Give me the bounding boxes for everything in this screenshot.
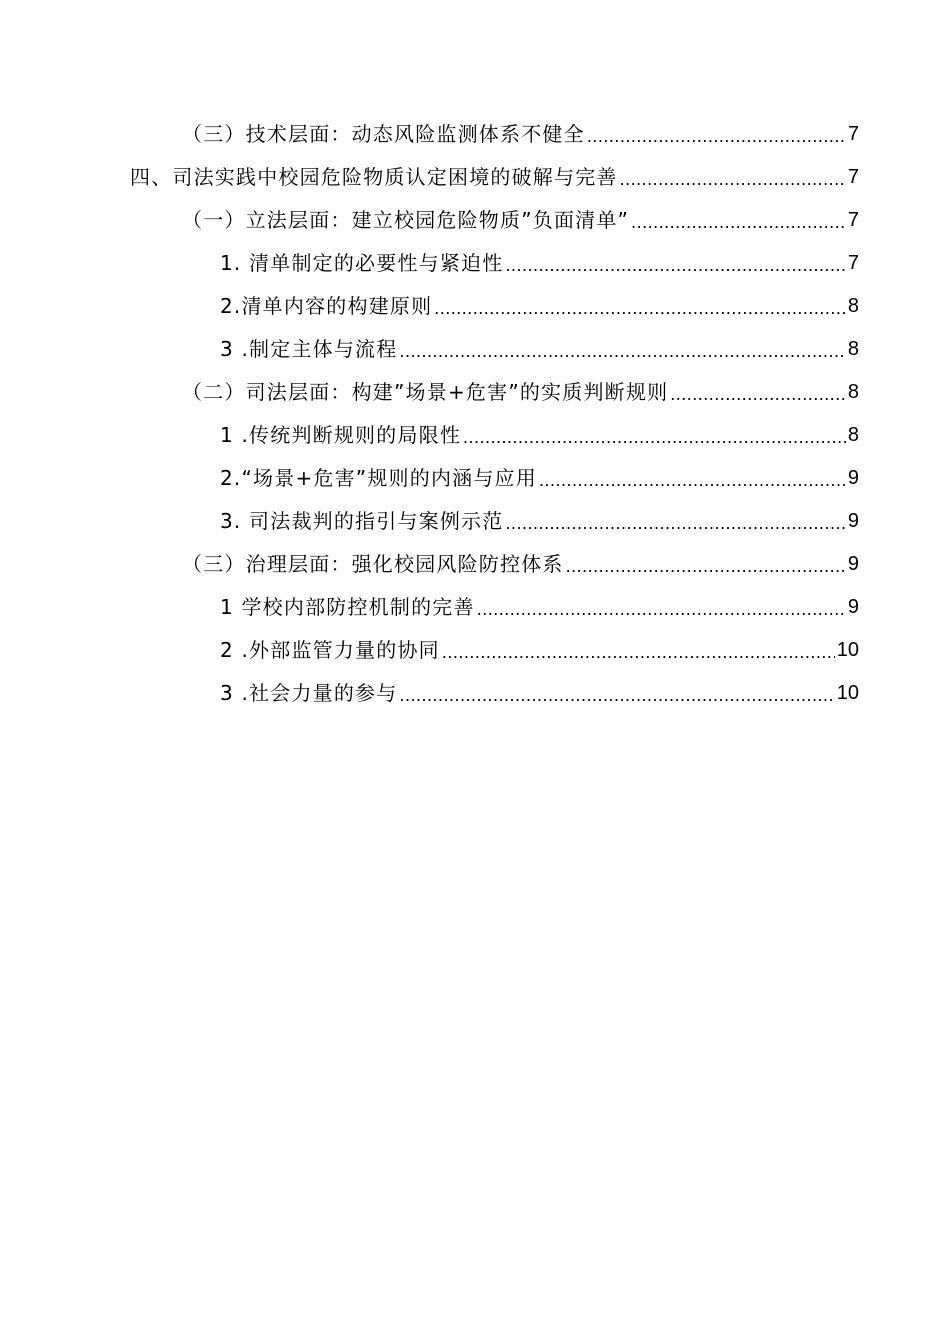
toc-entry[interactable] bbox=[220, 672, 859, 715]
toc-entry[interactable] bbox=[220, 285, 859, 328]
toc-entry-title: 2 .外部监管力量的协同 bbox=[220, 638, 440, 662]
toc-entry-page: 8 bbox=[847, 381, 859, 403]
toc-entry[interactable] bbox=[220, 586, 859, 629]
toc-entry-title: 3 .社会力量的参与 bbox=[220, 681, 398, 705]
toc-dot-leader bbox=[434, 287, 846, 330]
toc-entry-page: 7 bbox=[847, 123, 859, 145]
toc-entry-page: 10 bbox=[836, 682, 859, 704]
toc-entry[interactable] bbox=[220, 414, 859, 457]
toc-entry[interactable] bbox=[182, 113, 859, 156]
toc-entry[interactable] bbox=[220, 500, 859, 543]
toc-entry-page: 7 bbox=[847, 252, 859, 274]
toc-dot-leader bbox=[620, 158, 846, 201]
toc-dot-leader bbox=[399, 674, 834, 717]
toc-entry-title: （三）治理层面：强化校园风险防控体系 bbox=[182, 552, 564, 576]
toc-entry-title: 1 学校内部防控机制的完善 bbox=[220, 595, 475, 619]
toc-dot-leader bbox=[587, 115, 846, 158]
toc-entry-title: 2.“场景+危害”规则的内涵与应用 bbox=[220, 466, 537, 490]
toc-dot-leader bbox=[505, 244, 845, 287]
toc-entry-page: 7 bbox=[847, 166, 859, 188]
toc-entry-page: 9 bbox=[847, 467, 859, 489]
toc-entry-title: 2.清单内容的构建原则 bbox=[220, 294, 433, 318]
toc-entry-page: 7 bbox=[847, 209, 859, 231]
toc-entry-title: 3. 司法裁判的指引与案例示范 bbox=[220, 509, 504, 533]
toc-entry-title: 3 .制定主体与流程 bbox=[220, 337, 398, 361]
toc-entry[interactable] bbox=[220, 629, 859, 672]
toc-dot-leader bbox=[463, 416, 846, 459]
toc-entry-page: 9 bbox=[847, 510, 859, 532]
toc-dot-leader bbox=[442, 631, 835, 674]
toc-entry-page: 8 bbox=[847, 424, 859, 446]
toc-entry-title: （一）立法层面：建立校园危险物质”负面清单” bbox=[182, 208, 630, 232]
toc-entry-title: 1 .传统判断规则的局限性 bbox=[220, 423, 462, 447]
toc-entry[interactable] bbox=[220, 457, 859, 500]
toc-dot-leader bbox=[566, 545, 846, 588]
toc-entry-title: 四、司法实践中校园危险物质认定困境的破解与完善 bbox=[130, 165, 618, 189]
toc-entry[interactable] bbox=[130, 156, 859, 199]
toc-entry[interactable] bbox=[220, 242, 859, 285]
toc-entry[interactable] bbox=[182, 371, 859, 414]
toc-entry[interactable] bbox=[220, 328, 859, 371]
toc-dot-leader bbox=[539, 459, 846, 502]
toc-entry-title: 1. 清单制定的必要性与紧迫性 bbox=[220, 251, 504, 275]
toc-dot-leader bbox=[631, 201, 846, 244]
toc-entry-page: 9 bbox=[847, 553, 859, 575]
toc-dot-leader bbox=[399, 330, 845, 373]
toc-dot-leader bbox=[477, 588, 846, 631]
toc-dot-leader bbox=[505, 502, 845, 545]
toc-entry-page: 8 bbox=[847, 295, 859, 317]
toc-entry-title: （三）技术层面：动态风险监测体系不健全 bbox=[182, 122, 585, 146]
toc-entry-page: 9 bbox=[847, 596, 859, 618]
toc-entry-title: （二）司法层面：构建”场景+危害”的实质判断规则 bbox=[182, 380, 669, 404]
toc-dot-leader bbox=[670, 373, 846, 416]
toc-entry[interactable] bbox=[182, 199, 859, 242]
toc-entry[interactable] bbox=[182, 543, 859, 586]
toc-entry-page: 10 bbox=[836, 639, 859, 661]
toc-entry-page: 8 bbox=[847, 338, 859, 360]
